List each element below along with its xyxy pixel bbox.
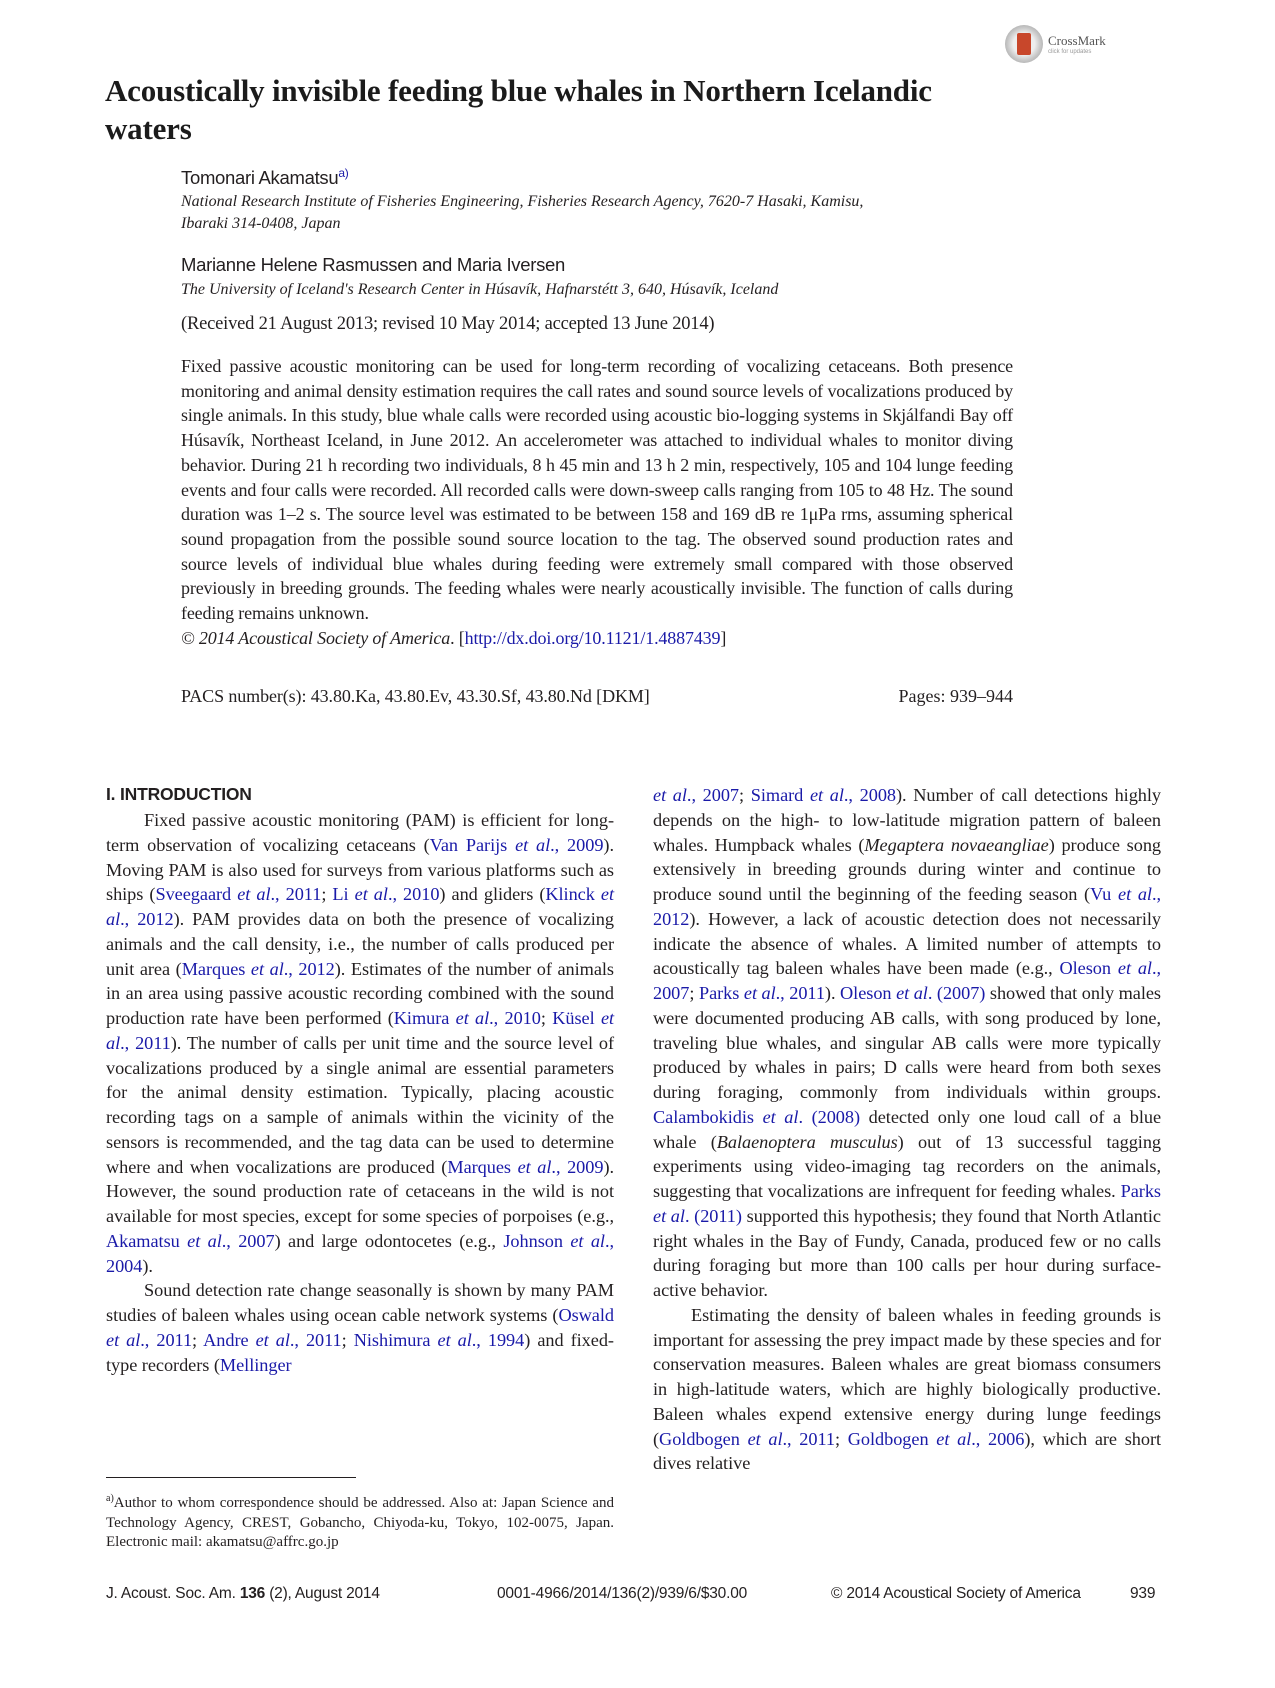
affiliation-line-2: Ibaraki 314-0408, Japan <box>181 215 341 232</box>
citation-link[interactable]: ., 2011 <box>270 884 322 905</box>
footnote-divider <box>106 1477 356 1478</box>
body-text: ) and large odontocetes (e.g., <box>274 1230 504 1251</box>
citation-link[interactable]: et al <box>896 983 928 1003</box>
citation-link[interactable]: et al <box>106 1329 141 1350</box>
intro-paragraph-3 <box>653 1303 1161 1476</box>
intro-paragraph-2-continued <box>653 783 1161 1303</box>
citation-link[interactable]: Oleson <box>840 983 897 1003</box>
crossmark-badge[interactable] <box>1005 22 1125 66</box>
citation-link[interactable]: Kimura <box>393 1008 456 1028</box>
citation-link[interactable]: Küsel <box>552 1008 601 1028</box>
abstract-copyright: © 2014 Acoustical Society of America <box>181 627 451 648</box>
citation-link[interactable]: . (2007) <box>927 983 986 1003</box>
citation-link[interactable]: . (2011) <box>684 1205 742 1226</box>
footer-volume: 136 <box>239 1585 266 1602</box>
citation-link[interactable]: et al <box>255 1329 290 1350</box>
body-text: ). However, the sound production rate of cetaceans in the wild is not available for most species, except for some species of porpoises (e.g., <box>106 1156 614 1226</box>
citation-link[interactable]: ., 2004 <box>106 1230 615 1276</box>
author-name-text: Tomonari Akamatsu <box>181 167 339 189</box>
body-text: ). Estimates of the number of animals in an area using passive acoustic recording combined with the sound production rate have been performed ( <box>106 958 614 1028</box>
body-text: ) and gliders ( <box>439 884 546 905</box>
citation-link[interactable]: et al <box>515 834 551 855</box>
citation-link[interactable]: ., 2009 <box>551 1156 604 1177</box>
citation-link[interactable]: et al <box>747 1428 783 1449</box>
received-dates: (Received 21 August 2013; revised 10 May 2014; accepted 13 June 2014) <box>181 314 715 334</box>
author-1-name <box>181 166 348 189</box>
body-text: ). However, a lack of acoustic detection does not necessarily indicate the absence of whales. A limited number of attempts to acoustically tag baleen whales have been made (e.g., <box>653 908 1161 979</box>
body-text: ) out of 13 successful tagging experiments using video-imaging tag recorders on the animals, suggesting that vocalizations are infrequent for feeding whales. <box>653 1131 1162 1201</box>
doi-close: ] <box>720 627 727 648</box>
page-range: Pages: 939–944 <box>898 686 1013 706</box>
citation-link[interactable]: ., 2011 <box>775 983 825 1003</box>
citation-link[interactable]: ., 2011 <box>140 1329 193 1350</box>
citation-link[interactable]: Marques <box>447 1156 518 1177</box>
citation-link[interactable]: Mellinger <box>219 1354 292 1375</box>
footnote-marker-link[interactable]: a) <box>338 166 349 180</box>
footer-issue-date: (2), August 2014 <box>265 1585 380 1602</box>
citation-link[interactable]: ., 2011 <box>289 1329 342 1350</box>
citation-link[interactable]: Nishimura <box>353 1329 438 1350</box>
abstract-text: Fixed passive acoustic monitoring can be used for long-term recording of vocalizing cetaceans. Both presence monitoring and animal density estimation requires the call rates and sound source levels of vocalizations produced by single animals. In this study, blue whale calls were recorded using acoustic bio-logging systems in Skjálfandi Bay off Húsavík, Northeast Iceland, in June 2012. An accelerometer was attached to individual whales to monitor diving behavior. During 21 h recording two individuals, 8 h 45 min and 13 h 2 min, respectively, 105 and 104 lunge feeding events and four calls were recorded. All recorded calls were down-sweep calls ranging from 105 to 48 Hz. The sound duration was 1–2 s. The source level was estimated to be between 158 and 169 dB re 1μPa rms, assuming spherical sound propagation from the possible sound source location to the tag. The observed sound production rates and source levels of individual blue whales during feeding were extremely small compared with those observed previously in breeding grounds. The feeding whales were nearly acoustically invisible. The function of calls during feeding remains unknown. <box>181 356 1013 624</box>
body-text: ). <box>142 1255 153 1276</box>
citation-link[interactable]: et al <box>354 884 388 905</box>
citation-link[interactable]: Goldbogen <box>847 1428 937 1449</box>
footer-journal-name: J. Acoust. Soc. Am. <box>106 1585 240 1602</box>
citation-link[interactable]: et al <box>809 785 844 805</box>
body-text: ; <box>834 1428 848 1449</box>
body-text: supported this hypothesis; they found that North Atlantic right whales in the Bay of Fundy, Canada, produced few or no calls during foraging but more than 100 calls per hour during surface-active behavior. <box>653 1205 1161 1300</box>
author-2-affiliation: The University of Iceland's Research Center in Húsavík, Hafnarstétt 3, 640, Húsavík, Iceland <box>181 281 779 298</box>
section-heading-introduction: I. INTRODUCTION <box>106 784 252 804</box>
body-text: Megaptera novaeangliae <box>864 834 1049 855</box>
body-text: ; <box>739 785 751 805</box>
footer-copyright: © 2014 Acoustical Society of America <box>831 1585 1081 1602</box>
citation-link[interactable]: et al <box>250 958 284 979</box>
citation-link[interactable]: et al <box>187 1230 222 1251</box>
body-text: ; <box>341 1329 354 1350</box>
citation-link[interactable]: et al <box>517 1156 552 1177</box>
citation-link[interactable]: et al <box>570 1230 605 1251</box>
affiliation-line-1: National Research Institute of Fisheries Engineering, Fisheries Research Agency, 7620-7 Hasaki, Kamisu, <box>181 193 864 210</box>
citation-link[interactable]: Van Parijs <box>429 834 516 855</box>
citation-link[interactable]: ., 2011 <box>120 1032 171 1053</box>
body-text: ). PAM provides data on both the presence of vocalizing animals and the call density, i.e., the number of calls produced per unit area ( <box>106 909 614 979</box>
author-2-names: Marianne Helene Rasmussen and Maria Iversen <box>181 254 566 275</box>
body-text: Sound detection rate change seasonally is shown by many PAM studies of baleen whales using ocean cable network systems ( <box>106 1280 614 1325</box>
citation-link[interactable]: et al <box>653 785 687 805</box>
footer-journal-citation <box>106 1585 380 1603</box>
body-text: Estimating the density of baleen whales in feeding grounds is important for assessing the prey impact made by these species and for conservation measures. Baleen whales are great biomass consumers in high-latitude waters, which are highly biologically productive. Baleen whales expend extensive energy during lunge feedings ( <box>653 1304 1161 1449</box>
citation-link[interactable]: Andre <box>203 1329 256 1350</box>
paper-title <box>105 72 1145 148</box>
body-text: detected only one loud call of a blue whale ( <box>653 1106 1162 1152</box>
body-text: ). <box>824 983 841 1003</box>
citation-link[interactable]: Akamatsu <box>106 1230 188 1251</box>
doi-open: . [ <box>450 627 465 648</box>
body-text: Balaenoptera musculus <box>716 1131 898 1152</box>
crossmark-bookmark-icon <box>1005 25 1043 63</box>
citation-link[interactable]: et al <box>106 1008 615 1053</box>
body-text: ; <box>689 983 699 1003</box>
footer-page-number: 939 <box>1130 1585 1156 1602</box>
citation-link[interactable]: ., 2006 <box>971 1428 1025 1449</box>
citation-link[interactable]: Goldbogen <box>659 1428 748 1449</box>
citation-link[interactable]: ., 2007 <box>686 785 740 805</box>
crossmark-subtitle: click for updates <box>1048 48 1092 55</box>
citation-link[interactable]: ., 1994 <box>471 1329 525 1350</box>
intro-paragraph-2 <box>106 1278 614 1377</box>
body-text: ; <box>321 884 333 905</box>
body-text: ). Number of call detections highly depends on the high- to low-latitude migration pattern of baleen whales. Humpback whales ( <box>653 785 1162 855</box>
citation-link[interactable]: Sveegaard <box>155 884 238 905</box>
citation-link[interactable]: ., 2012 <box>653 884 1162 929</box>
citation-link[interactable]: Parks <box>698 983 744 1003</box>
crossmark-title: CrossMark <box>1048 32 1106 48</box>
citation-link[interactable]: ., 2008 <box>843 785 897 805</box>
citation-link[interactable]: et al <box>437 1329 472 1350</box>
citation-link[interactable]: et al <box>455 1008 490 1028</box>
footnote-text: Author to whom correspondence should be addressed. Also at: Japan Science and Technology Agency, CREST, Gobancho, Chiyoda-ku, Tokyo, 102-0075, Japan. Electronic mail: akamatsu@affrc.go.jp <box>106 1495 614 1550</box>
citation-link[interactable]: Klinck <box>545 884 601 905</box>
footnote-marker: a) <box>106 1493 114 1504</box>
citation-link[interactable]: et al <box>762 1106 799 1127</box>
citation-link[interactable]: . (2008) <box>798 1106 861 1127</box>
citation-link[interactable]: ., 2012 <box>283 958 335 979</box>
body-text: ). Moving PAM is also used for surveys from various platforms such as ships ( <box>106 834 614 905</box>
right-column <box>653 783 1161 1476</box>
citation-link[interactable]: Parks <box>1120 1181 1161 1201</box>
body-text: ; <box>192 1329 204 1350</box>
body-text: ) and fixed-type recorders ( <box>106 1329 614 1375</box>
doi-link[interactable]: http://dx.doi.org/10.1121/1.4887439 <box>464 627 721 648</box>
footnote <box>106 1489 614 1553</box>
citation-link[interactable]: Marques <box>181 958 251 979</box>
citation-link[interactable]: et al <box>1118 884 1152 904</box>
citation-link[interactable]: Calambokidis <box>653 1106 763 1127</box>
pacs-numbers: PACS number(s): 43.80.Ka, 43.80.Ev, 43.30.Sf, 43.80.Nd [DKM] <box>181 686 650 706</box>
paper-title-line-2: waters <box>105 111 192 146</box>
citation-link[interactable]: Vu <box>1090 884 1118 904</box>
citation-link[interactable]: Oleson <box>1059 958 1118 979</box>
citation-link[interactable]: ., 2011 <box>782 1428 835 1449</box>
citation-link[interactable]: ., 2009 <box>550 834 604 855</box>
body-text: ) produce song extensively in breeding grounds during winter and continue to produce sound until the beginning of the feeding season ( <box>653 834 1161 904</box>
citation-link[interactable]: Li <box>332 884 355 905</box>
intro-paragraph-1 <box>106 808 614 1278</box>
citation-link[interactable]: et al <box>743 983 776 1003</box>
body-text: ; <box>540 1008 553 1028</box>
footer-article-code: 0001-4966/2014/136(2)/939/6/$30.00 <box>497 1585 748 1602</box>
citation-link[interactable]: et al <box>1117 958 1152 979</box>
citation-link[interactable]: et al <box>106 884 614 929</box>
left-column <box>106 808 614 1377</box>
body-text: ). The number of calls per unit time and the source level of vocalizations produced by a single animal are essential parameters for the animal density estimation. Typically, placing acoustic recording tags on a sample of animals within the vicinity of the sensors is recommended, and the tag data can be used to determine where and when vocalizations are produced ( <box>106 1032 615 1177</box>
citation-link[interactable]: ., 2007 <box>221 1230 275 1251</box>
body-text: Fixed passive acoustic monitoring (PAM) is efficient for long-term observation of vocalizing cetaceans ( <box>106 810 614 855</box>
citation-link[interactable]: ., 2010 <box>489 1008 541 1028</box>
citation-link[interactable]: ., 2010 <box>387 884 440 905</box>
citation-link[interactable]: Oswald <box>558 1305 614 1325</box>
citation-link[interactable]: et al <box>653 1205 685 1226</box>
citation-link[interactable]: et al <box>936 1428 972 1449</box>
body-text: ), which are short dives relative <box>653 1428 1162 1474</box>
citation-link[interactable]: Johnson <box>503 1230 571 1251</box>
body-text: showed that only males were documented producing AB calls, with song produced by lone, traveling blue whales, and singular AB calls were more typically produced by whales in pairs; D calls were heard from both sexes during foraging, commonly from individuals within groups. <box>653 983 1161 1102</box>
abstract <box>181 354 1013 650</box>
citation-link[interactable]: Simard <box>750 785 810 805</box>
citation-link[interactable]: et al <box>237 884 271 905</box>
citation-link[interactable]: ., 2007 <box>653 958 1162 1003</box>
author-1-affiliation <box>181 191 863 235</box>
citation-link[interactable]: ., 2012 <box>120 909 174 929</box>
paper-title-line-1: Acoustically invisible feeding blue whales in Northern Icelandic <box>105 73 932 108</box>
